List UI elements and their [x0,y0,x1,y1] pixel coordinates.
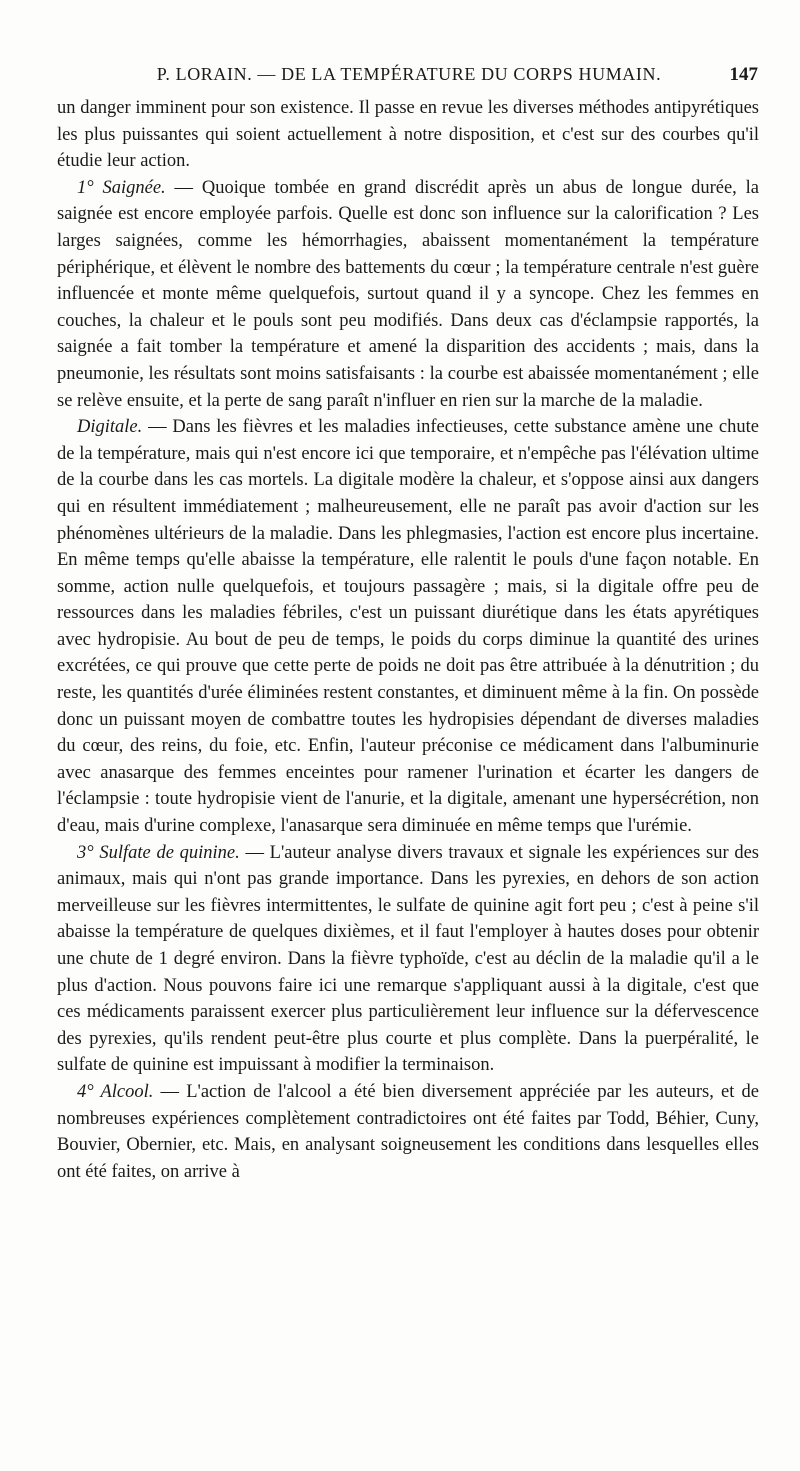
paragraph-alcool [57,1079,759,1185]
section-heading-quinine: 3° Sulfate de quinine. [77,842,240,863]
paragraph-text: — L'auteur analyse divers travaux et signale les expériences sur des animaux, mais qui n'ont pas grande importance. Dans les pyrexies, en dehors de son action merveilleuse sur les fièvres intermittentes, le sulfate de quinine agit fort peu ; c'est à peine s'il abaisse la température de quelques dixièmes, et il faut l'employer à hautes doses pour obtenir une chute de 1 degré environ. Dans la fièvre typhoïde, c'est au déclin de la maladie qu'il a le plus d'action. Nous pouvons faire ici une remarque s'appliquant aussi à la digitale, c'est que ces médicaments paraissent exercer plus particulièrement leur influence sur la défervescence des pyrexies, qu'ils rendent peut-être plus courte et plus complète. Dans la puerpéralité, le sulfate de quinine est impuissant à modifier la terminaison. [57,842,759,1076]
section-heading-digitale: Digitale. [77,417,143,438]
section-heading-saignee: 1° Saignée. [77,177,166,198]
section-heading-alcool: 4° Alcool. [77,1081,154,1102]
body-text [57,95,759,1185]
running-head: P. LORAIN. — DE LA TEMPÉRATURE DU CORPS HUMAIN. [156,64,662,84]
paragraph-quinine [57,840,759,1079]
page-header [60,64,758,88]
paragraph-text: — Dans les fièvres et les maladies infectieuses, cette substance amène une chute de la température, mais qui n'est encore ici que temporaire, et n'empêche pas l'élévation ultime de la courbe dans les cas mortels. La digitale modère la chaleur, et s'oppose ainsi aux dangers qui en résultent immédiatement ; malheureusement, elle ne paraît pas avoir d'action sur les phénomènes ultérieurs de la maladie. Dans les phlegmasies, l'action est encore plus incertaine. En même temps qu'elle abaisse la température, elle ralentit le pouls d'une façon notable. En somme, action nulle quelquefois, et toujours passagère ; mais, si la digitale offre peu de ressources dans les maladies fébriles, c'est un puissant diurétique dans les états apyrétiques avec hydropisie. Au bout de peu de temps, le poids du corps diminue la quantité des urines excrétées, ce qui prouve que cette perte de poids ne doit pas être attribuée à la dénutrition ; du reste, les quantités d'urée éliminées restent constantes, et diminuent même à la fin. On possède donc un puissant moyen de combattre toutes les hydropisies dépendant de diverses maladies du cœur, des reins, du foie, etc. Enfin, l'auteur préconise ce médicament dans l'albuminurie avec anasarque des femmes enceintes pour ramener l'urination et écarter les dangers de l'éclampsie : toute hydropisie vient de l'anurie, et la digitale, amenant une hypersécrétion, non d'eau, mais d'urine complexe, l'anasarque sera diminuée en même temps que l'urémie. [57,417,759,837]
paragraph-saignee [57,175,759,414]
paragraph-digitale [57,414,759,840]
paragraph-text: un danger imminent pour son existence. Il passe en revue les diverses méthodes antipyrétiques les plus puissantes qui soient actuellement à notre disposition, et c'est sur des courbes qu'il étudie leur action. [57,98,759,172]
paragraph-text: — Quoique tombée en grand discrédit après un abus de longue durée, la saignée est encore employée parfois. Quelle est donc son influence sur la calorification ? Les larges saignées, comme les hémorrhagies, abaissent momentanément la température périphérique, et élèvent le nombre des battements du cœur ; la température centrale n'est guère influencée et monte même quelquefois, surtout quand il y a syncope. Chez les femmes en couches, la chaleur et le pouls sont peu modifiés. Dans deux cas d'éclampsie rapportés, la saignée a fait tomber la température et amené la disparition des accidents ; mais, dans la pneumonie, les résultats sont moins satisfaisants : la courbe est abaissée momentanément ; elle se relève ensuite, et la perte de sang paraît n'influer en rien sur la marche de la maladie. [57,177,759,411]
paragraph-intro [57,95,759,175]
page-number: 147 [729,64,758,85]
paragraph-text: — L'action de l'alcool a été bien diversement appréciée par les auteurs, et de nombreuses expériences complètement contradictoires ont été faites par Todd, Béhier, Cuny, Bouvier, Obernier, etc. Mais, en analysant soigneusement les conditions dans lesquelles elles ont été faites, on arrive à [57,1081,759,1182]
